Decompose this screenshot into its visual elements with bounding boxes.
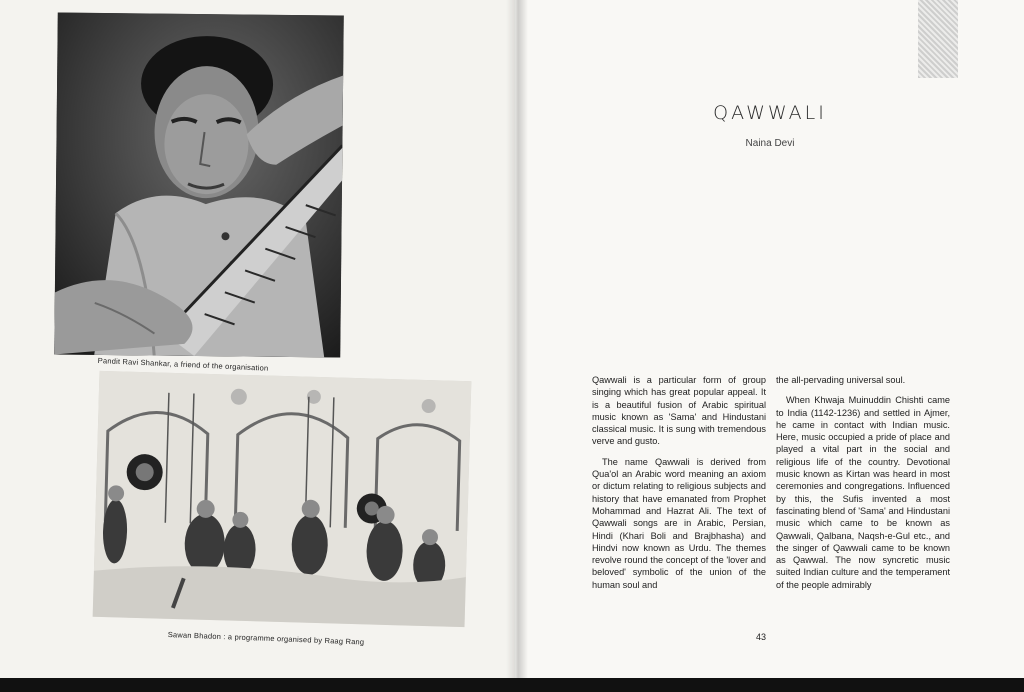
article-author: Naina Devi — [745, 138, 795, 149]
scan-smudge — [918, 0, 958, 78]
photo-sawan-bhadon — [93, 371, 472, 627]
article-column-2 — [776, 374, 950, 599]
col2-paragraph-2: When Khwaja Muinuddin Chishti came to India (1142-1236) and settled in Ajmer, he came in contact with Indian music. Here, music occupied a pride of place and played a vital part in the social and religious life of the country. Devotional music known as Kirtan was heard in most ceremonies and congregations. Influenced by this, the Sufis invented a most fascinating blend of 'Sama' and Hindustani music which came to be known as Qawwali, Qalbana, Naqsh-e-Gul etc., and the singer of Qawwali came to be known as Qawwal. The now syncretic music suited Indian culture and the temperament of the people admirably — [776, 395, 950, 590]
photo-ravi-shankar — [54, 13, 344, 358]
performance-scene-image — [93, 371, 472, 627]
article-column-1 — [592, 374, 766, 599]
book-gutter — [506, 0, 528, 680]
photo-1-caption: Pandit Ravi Shankar, a friend of the organisation — [97, 356, 269, 373]
page-number: 43 — [756, 632, 767, 642]
photo-2-caption: Sawan Bhadon : a programme organised by Raag Rang — [167, 630, 365, 647]
scan-bottom-edge — [0, 678, 1024, 692]
sitar-player-image — [54, 13, 344, 358]
col2-paragraph-1: the all-pervading universal soul. — [776, 375, 906, 385]
col1-paragraph-1: Qawwali is a particular form of group singing which has great popular appeal. It is a beautiful fusion of Arabic spiritual music known as 'Sama' and Hindustani classical music. It is sung with tremendous verve and gusto. — [592, 375, 766, 447]
article-title: QAWWALI — [713, 102, 827, 124]
left-page — [0, 0, 515, 680]
col1-paragraph-2: The name Qawwali is derived from Qua'ol an Arabic word meaning an axiom or dictum relating to religious subjects and history that have emanated from Prophet Mohammad and Hazrat Ali. The text of Qawwali songs are in Arabic, Persian, Hindi (Khari Boli and Brajbhasha) and Hindvi now known as Urdu. The themes revolve round the concept of the 'lover and beloved' symbolic of the union of the human soul and — [592, 456, 766, 590]
